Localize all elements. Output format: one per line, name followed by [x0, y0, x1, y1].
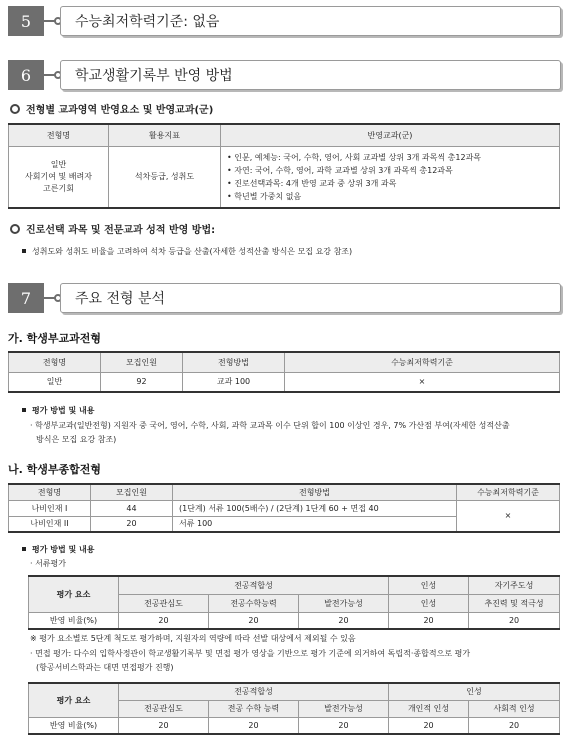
col-header: 전형명 [9, 124, 109, 146]
table-row: 반영 비율(%) 20 20 20 20 20 [29, 717, 560, 734]
doc-eval-table [28, 575, 560, 630]
section-7-banner [8, 283, 561, 313]
group-header: 전공적합성 [119, 576, 389, 594]
col-header: 모집인원 [101, 352, 183, 372]
section-number: 5 [8, 6, 44, 36]
interview-eval-table [28, 682, 560, 735]
circle-icon [10, 104, 20, 114]
footnote: ※ 평가 요소별로 5단계 척도로 평가하며, 지원자의 역량에 따라 선발 대상에서 제외될 수 있음 [30, 634, 356, 643]
section-title: 학교생활기록부 반영 방법 [60, 60, 561, 90]
section-title: 수능최저학력기준: 없음 [60, 6, 561, 36]
jonghap-table [8, 483, 560, 533]
group-header: 인성 [389, 683, 560, 700]
eval-title: 평가 방법 및 내용 [22, 543, 94, 557]
col-header: 활용지표 [109, 124, 221, 146]
section-5-banner [8, 6, 561, 36]
reflection-table [8, 123, 560, 209]
section-number: 7 [8, 283, 44, 313]
indicator-cell: 석차등급, 성취도 [109, 146, 221, 208]
item-header: 사회적 인성 [469, 700, 560, 717]
subjects-cell: • 인문, 예체능: 국어, 수학, 영어, 사회 교과별 상위 3개 과목씩 총12과목 • 자연: 국어, 수학, 영어, 과학 교과별 상위 3개 과목씩 총12과목 • 진로선택과목: 4개 반영 교과 중 상위 3개 과목 • 학년별 가중치 없음 [221, 146, 560, 208]
item-header: 전공관심도 [119, 594, 209, 612]
interview-eval: · 면접 평가: 다수의 입학사정관이 학교생활기록부 및 면접 평가 영상을 기반으로 평가 기준에 의거하여 독립적·종합적으로 평가 (항공서비스학과는 대면 면접평가 진행) [30, 649, 471, 672]
note-line: 성취도와 성취도 비율을 고려하여 석차 등급을 산출(자세한 성적산출 방식은 모집 요강 참조) [22, 245, 352, 259]
group-header: 인성 [389, 576, 469, 594]
square-bullet-icon [22, 249, 26, 253]
item-header: 전공관심도 [119, 700, 209, 717]
group-header: 전공적합성 [119, 683, 389, 700]
group-header: 자기주도성 [469, 576, 560, 594]
col-header: 전형방법 [173, 484, 457, 500]
col-header: 반영교과(군) [221, 124, 560, 146]
item-header: 인성 [389, 594, 469, 612]
row-label: 평가 요소 [29, 683, 119, 717]
csat-cell: × [457, 500, 560, 532]
item-header: 개인적 인성 [389, 700, 469, 717]
item-header: 전공수학능력 [209, 594, 299, 612]
col-header: 모집인원 [91, 484, 173, 500]
item-header: 발전가능성 [299, 594, 389, 612]
heading-gyogwa: 가. 학생부교과전형 [8, 332, 102, 345]
section-title: 주요 전형 분석 [60, 283, 561, 313]
gyogwa-table [8, 351, 560, 393]
section-number: 6 [8, 60, 44, 90]
item-header: 발전가능성 [299, 700, 389, 717]
row-label: 평가 요소 [29, 576, 119, 612]
table-row: 나비인재 I 44 (1단계) 서류 100(5배수) / (2단계) 1단계 60 + 면접 40 × [9, 500, 560, 516]
col-header: 수능최저학력기준 [457, 484, 560, 500]
sub-heading-reflection: 전형별 교과영역 반영요소 및 반영교과(군) [10, 101, 213, 116]
item-header: 추진력 및 적극성 [469, 594, 560, 612]
heading-jonghap: 나. 학생부종합전형 [8, 463, 102, 476]
item-header: 전공 수학 능력 [209, 700, 299, 717]
admission-type-cell: 일반 사회기여 및 배려자 고른기회 [9, 146, 109, 208]
doc-eval-label: · 서류평가 [30, 559, 66, 568]
eval-title: 평가 방법 및 내용 [22, 404, 94, 418]
col-header: 수능최저학력기준 [285, 352, 560, 372]
table-row: 일반 92 교과 100 × [9, 372, 560, 392]
table-row: 나비인재 II 20 서류 100 [9, 516, 560, 532]
square-bullet-icon [22, 408, 26, 412]
sub-heading-career-subjects: 진로선택 과목 및 전문교과 성적 반영 방법: [10, 221, 215, 236]
col-header: 전형명 [9, 352, 101, 372]
eval-text: · 학생부교과(일반전형) 지원자 중 국어, 영어, 수학, 사회, 과학 교과목 이수 단위 합이 100 이상인 경우, 7% 가산점 부여(자세한 성적산출 방식은 모집 요강 참조) [30, 421, 510, 444]
section-6-banner [8, 60, 561, 90]
col-header: 전형방법 [183, 352, 285, 372]
square-bullet-icon [22, 547, 26, 551]
table-row: 반영 비율(%) 20 20 20 20 20 [29, 612, 560, 629]
col-header: 전형명 [9, 484, 91, 500]
circle-icon [10, 224, 20, 234]
